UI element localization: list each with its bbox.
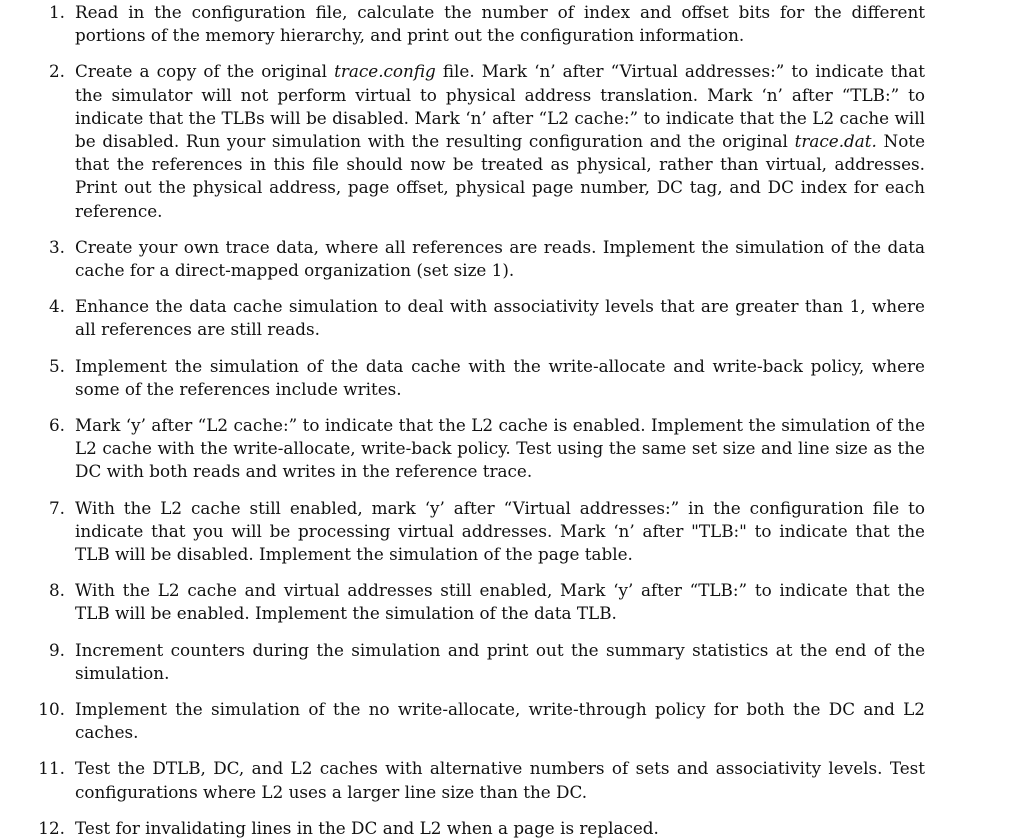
- step-text-segment: Increment counters during the simulation and print out the summary statistics at the end of the simulation.: [75, 639, 925, 683]
- step-number: 8.: [48, 580, 65, 601]
- step-text: [75, 295, 925, 341]
- step-item: [48, 639, 925, 685]
- step-text-italic: trace.config: [334, 61, 436, 82]
- step-item: [48, 579, 925, 625]
- step-text: [75, 817, 925, 840]
- step-text: [75, 497, 925, 567]
- step-item: [48, 414, 925, 484]
- step-text: [75, 60, 925, 222]
- step-text-segment: With the L2 cache still enabled, mark ‘y’ after “Virtual addresses:” in the configuration file to indicate that you will be processing virtual addresses. Mark ‘n’ after "TLB:" to indicate that the TLB will be disabled. Implement the simulation of the page table.: [75, 497, 925, 565]
- step-item: [48, 295, 925, 341]
- step-text: [75, 355, 925, 401]
- step-text: [75, 236, 925, 282]
- step-number: 12.: [38, 817, 65, 838]
- step-text-segment: Test for invalidating lines in the DC and L2 when a page is replaced.: [75, 817, 659, 838]
- step-item: [48, 236, 925, 282]
- step-number: 2.: [48, 61, 65, 82]
- step-number: 11.: [38, 758, 65, 779]
- step-number: 3.: [48, 236, 65, 257]
- step-item: [38, 698, 925, 744]
- step-text: [75, 757, 925, 803]
- step-text-segment: Implement the simulation of the no write-allocate, write-through policy for both the DC and L2 caches.: [75, 699, 925, 743]
- step-text: [75, 698, 925, 744]
- step-item: [48, 1, 925, 47]
- step-item: [38, 817, 925, 840]
- step-text-segment: Read in the configuration file, calculate the number of index and offset bits for the different portions of the memory hierarchy, and print out the configuration information.: [75, 2, 925, 46]
- step-item: [48, 355, 925, 401]
- step-text-segment: Mark ‘y’ after “L2 cache:” to indicate that the L2 cache is enabled. Implement the simulation of the L2 cache with the write-allocate, write-back policy. Test using the same set size and line size as the DC with both reads and writes in the reference trace.: [75, 415, 925, 482]
- step-list: [0, 1, 1024, 840]
- step-text-segment: Note that the references in this file should now be treated as physical, rather than virtual, addresses. Print out the physical address, page offset, physical page number, DC tag, and DC index for each reference.: [75, 131, 926, 221]
- step-number: 5.: [48, 355, 65, 376]
- step-text-segment: Create a copy of the original: [75, 61, 335, 82]
- step-item: [38, 757, 925, 803]
- step-number: 4.: [48, 296, 65, 317]
- step-item: [48, 497, 925, 567]
- step-number: 7.: [48, 497, 65, 518]
- step-text-italic: trace.dat.: [794, 131, 877, 152]
- step-number: 1.: [48, 2, 65, 22]
- step-text: [75, 1, 925, 47]
- step-text-segment: Enhance the data cache simulation to deal with associativity levels that are greater than 1, where all references are still reads.: [75, 296, 925, 340]
- step-item: [48, 60, 926, 222]
- step-number: 6.: [48, 415, 65, 436]
- step-text-segment: With the L2 cache and virtual addresses still enabled, Mark ‘y’ after “TLB:” to indicate that the TLB will be enabled. Implement the simulation of the data TLB.: [75, 580, 925, 624]
- step-text: [75, 639, 925, 685]
- step-text-segment: file. Mark ‘n’ after “Virtual addresses:” to indicate that the simulator will not perform virtual to physical address translation. Mark ‘n’ after “TLB:” to indicate that the TLBs will be disabled. Mark ‘n’ after “L2 cache:” to indicate that the L2 cache will be disabled. Run your simulation with the resulting configuration and the original: [75, 61, 925, 152]
- step-text-segment: Test the DTLB, DC, and L2 caches with alternative numbers of sets and associativity levels. Test configurations where L2 uses a larger line size than the DC.: [75, 758, 925, 802]
- step-text-segment: Implement the simulation of the data cache with the write-allocate and write-back policy, where some of the references include writes.: [75, 355, 925, 399]
- step-number: 9.: [48, 639, 65, 660]
- step-number: 10.: [38, 699, 65, 720]
- step-text-segment: Create your own trace data, where all references are reads. Implement the simulation of the data cache for a direct-mapped organization (set size 1).: [75, 236, 925, 281]
- step-text: [75, 414, 925, 484]
- step-text: [75, 579, 925, 625]
